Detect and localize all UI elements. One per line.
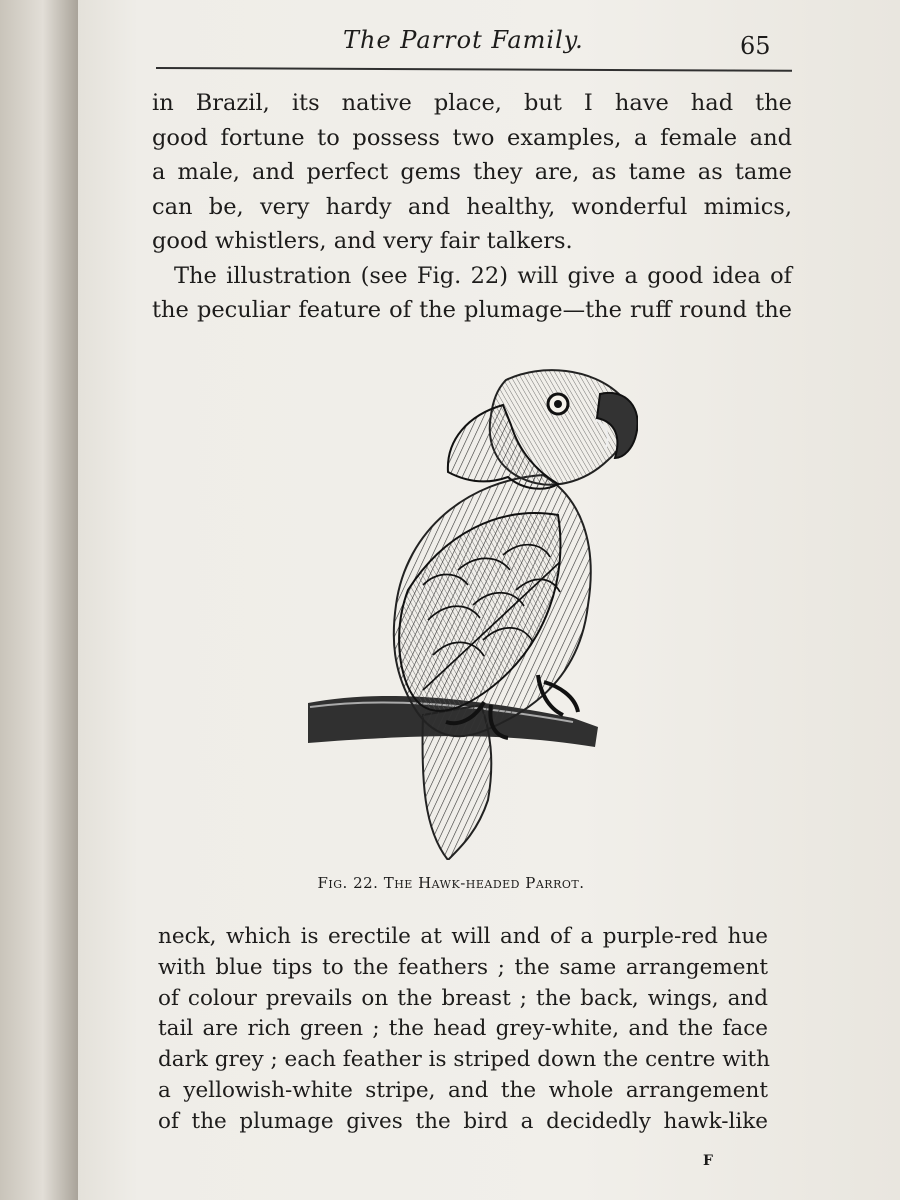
text-line: neck, which is erectile at will and of a purple-red hue [158, 924, 768, 949]
signature-mark: F [703, 1153, 713, 1169]
text-line: good fortune to possess two examples, a female and [152, 124, 792, 151]
running-head [78, 26, 900, 66]
lower-paragraph [158, 922, 768, 1138]
hawk-headed-parrot-engraving [298, 360, 638, 860]
page-number: 65 [740, 32, 771, 60]
text-line: a yellowish-white stripe, and the whole arrangement [158, 1077, 768, 1103]
header-title: The Parrot Family. [343, 26, 584, 54]
text-line: with blue tips to the feathers ; the same arrangement [158, 954, 768, 980]
book-page [78, 0, 900, 1200]
text-line: can be, very hardy and healthy, wonderful mimics, [152, 193, 792, 220]
text-line: The illustration (see Fig. 22) will give a good idea of [174, 262, 792, 289]
text-line: in Brazil, its native place, but I have had the [152, 90, 792, 116]
text-line: dark grey ; each feather is striped down the centre with [158, 1047, 770, 1073]
upper-paragraphs [152, 86, 792, 328]
figure-caption: Fig. 22. The Hawk-headed Parrot. [317, 874, 585, 892]
text-line: a male, and perfect gems they are, as tame as tame [152, 159, 792, 185]
text-line: of the plumage gives the bird a decidedly hawk-like [158, 1108, 768, 1134]
parrot-illustration [298, 360, 638, 860]
text-line: tail are rich green ; the head grey-white, and the face [158, 1016, 768, 1042]
text-line: good whistlers, and very fair talkers. [152, 228, 573, 254]
left-page-edge [0, 0, 78, 1200]
header-rule [156, 67, 792, 72]
text-line: of colour prevails on the breast ; the back, wings, and [158, 985, 768, 1011]
text-line: the peculiar feature of the plumage—the ruff round the [152, 297, 792, 323]
